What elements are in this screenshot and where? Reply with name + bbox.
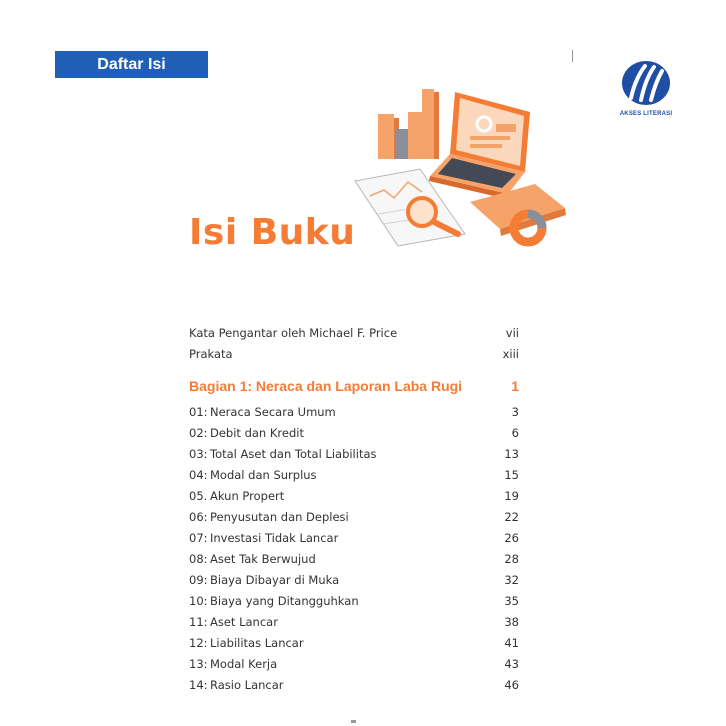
toc-entry-title: Kata Pengantar oleh Michael F. Price [189,326,398,340]
toc-chapter-number: 13: [189,657,208,671]
toc-chapter-number: 07: [189,531,208,545]
toc-entry-page: 3 [511,405,519,419]
toc-row-chapter[interactable] [189,531,519,545]
toc-chapter-number: 06: [189,510,208,524]
page-mark [351,720,356,723]
toc-entry-page: 41 [504,636,519,650]
toc-entry-title: Biaya yang Ditangguhkan [210,594,359,608]
toc-row-chapter[interactable] [189,552,519,566]
toc-entry-title: Total Aset dan Total Liabilitas [210,447,377,461]
page-mark [572,50,573,62]
toc-row-chapter[interactable] [189,678,519,692]
toc-row-chapter[interactable] [189,573,519,587]
toc-chapter-number: 03: [189,447,208,461]
toc-chapter-number: 04: [189,468,208,482]
toc-row-preface[interactable] [189,347,519,361]
toc-part-title: Bagian 1: Neraca dan Laporan Laba Rugi [189,378,463,394]
toc-row-chapter[interactable] [189,657,519,671]
toc-entry-title: Modal dan Surplus [210,468,317,482]
toc-entry-title: Rasio Lancar [210,678,284,692]
toc-entry-title: Penyusutan dan Deplesi [210,510,349,524]
toc-entry-page: 46 [504,678,519,692]
toc-entry-page: 15 [504,468,519,482]
toc-entry-title: Biaya Dibayar di Muka [210,573,340,587]
toc-chapter-number: 09: [189,573,208,587]
toc-entry-title: Akun Propert [210,489,285,503]
toc-part-heading[interactable] [189,378,519,394]
toc-row-chapter[interactable] [189,447,519,461]
toc-row-foreword[interactable] [189,326,519,340]
toc-part-page: 1 [511,378,519,394]
toc-entry-page: 32 [504,573,519,587]
toc-chapter-number: 12: [189,636,208,650]
toc-entry-page: 35 [504,594,519,608]
toc-row-chapter[interactable] [189,594,519,608]
toc-row-chapter[interactable] [189,510,519,524]
toc-entry-page: 22 [504,510,519,524]
toc-chapter-number: 08: [189,552,208,566]
toc-entry-page: xiii [502,347,519,361]
publisher-logo-text: AKSES LITERASI [619,111,673,117]
toc-entry-title: Liabilitas Lancar [210,636,304,650]
toc-chapter-number: 01: [189,405,208,419]
section-header-bar [55,51,208,78]
toc-entry-title: Aset Lancar [210,615,278,629]
toc-row-chapter[interactable] [189,615,519,629]
finance-laptop-illustration-icon [350,84,575,249]
toc-chapter-number: 02: [189,426,208,440]
toc-entry-page: 6 [511,426,519,440]
toc-entry-title: Aset Tak Berwujud [210,552,316,566]
toc-entry-title: Debit dan Kredit [210,426,304,440]
toc-entry-page: 38 [504,615,519,629]
toc-entry-title: Modal Kerja [210,657,278,671]
toc-row-chapter[interactable] [189,405,519,419]
section-header-label: Daftar Isi [97,55,166,73]
toc-chapter-number: 11: [189,615,208,629]
toc-row-chapter[interactable] [189,468,519,482]
toc-row-chapter[interactable] [189,636,519,650]
toc-entry-page: 13 [504,447,519,461]
publisher-logo-icon [618,58,674,128]
toc-entry-title: Prakata [189,347,233,361]
toc-row-chapter[interactable] [189,426,519,440]
page-title: Isi Buku [189,212,356,253]
toc-entry-title: Neraca Secara Umum [210,405,336,419]
toc-chapter-number: 14: [189,678,208,692]
toc-entry-title: Investasi Tidak Lancar [210,531,339,545]
toc-row-chapter[interactable] [189,489,519,503]
toc-entry-page: 26 [504,531,519,545]
toc-entry-page: 43 [504,657,519,671]
toc-entry-page: 19 [504,489,519,503]
toc-chapter-number: 05. [189,489,208,503]
toc-chapter-number: 10: [189,594,208,608]
toc-entry-page: 28 [504,552,519,566]
toc-entry-page: vii [505,326,519,340]
